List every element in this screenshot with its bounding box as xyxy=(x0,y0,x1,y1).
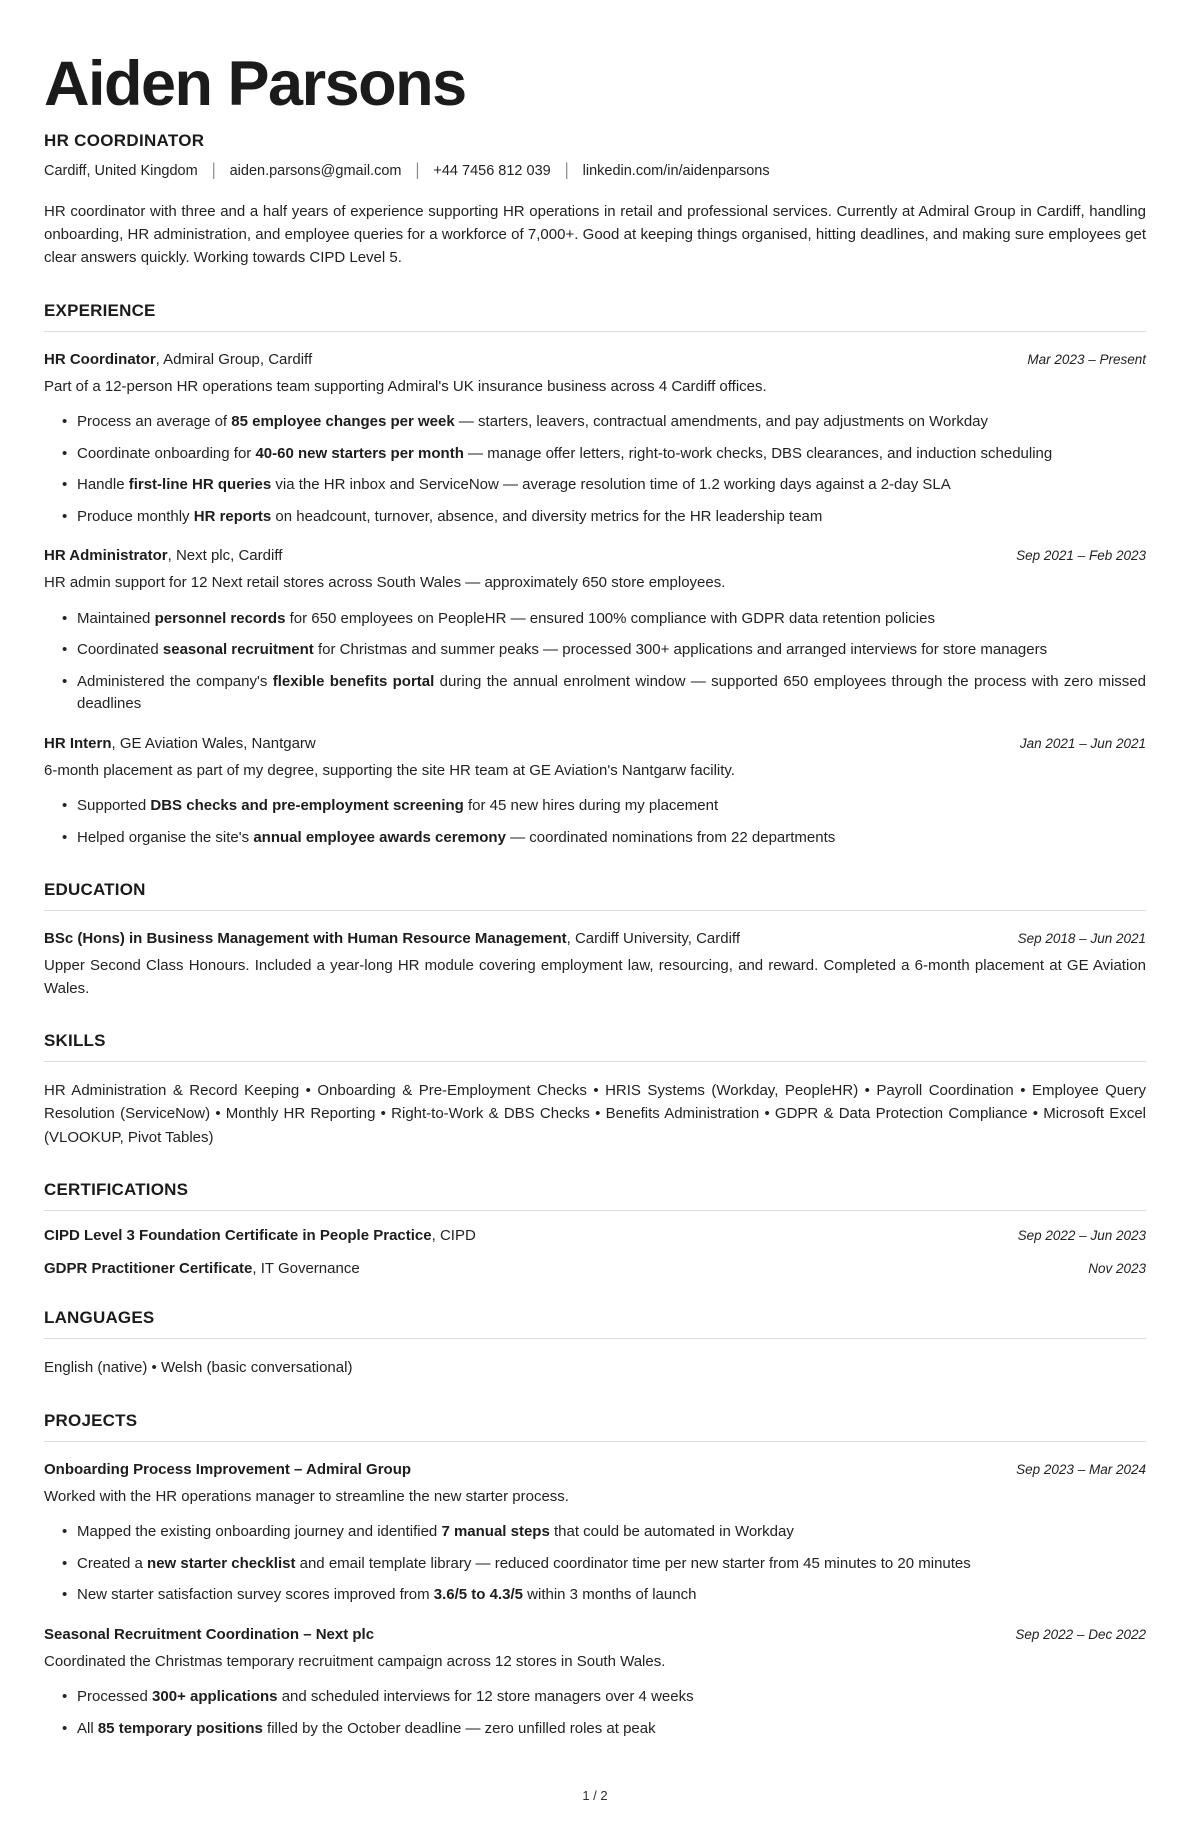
bullet-item: • Produce monthly HR reports on headcount, turnover, absence, and diversity metrics for the HR leadership team xyxy=(62,506,1146,529)
entry-header xyxy=(44,547,1146,564)
bullet-item: • All 85 temporary positions filled by the October deadline — zero unfilled roles at peak xyxy=(62,1718,1146,1741)
certification-entry xyxy=(44,1260,1146,1277)
entry-header xyxy=(44,1461,1146,1478)
section-certifications xyxy=(44,1180,1146,1277)
page-indicator: 1 / 2 xyxy=(582,1788,608,1804)
section-projects xyxy=(44,1411,1146,1741)
bullet-item: • Coordinate onboarding for 40-60 new starters per month — manage offer letters, right-to-work checks, DBS clearances, and induction scheduling xyxy=(62,443,1146,466)
project-title: Seasonal Recruitment Coordination – Next plc xyxy=(44,1625,375,1643)
languages-heading: LANGUAGES xyxy=(44,1308,1146,1339)
job-description: HR admin support for 12 Next retail stores across South Wales — approximately 650 store employees. xyxy=(44,574,726,592)
experience-entry xyxy=(44,351,1146,529)
degree-description: Upper Second Class Honours. Included a year-long HR module covering employment law, resourcing, and reward. Completed a 6-month placement at GE Aviation Wales. xyxy=(44,957,1146,997)
separator-bar: | xyxy=(564,160,569,181)
contact-email: aiden.parsons@gmail.com xyxy=(229,162,402,179)
job-description: 6-month placement as part of my degree, supporting the site HR team at GE Aviation's Nantgarw facility. xyxy=(44,761,735,779)
job-dates: Mar 2023 – Present xyxy=(1027,351,1146,367)
project-bullet-list xyxy=(44,1521,1146,1607)
job-dates: Jan 2021 – Jun 2021 xyxy=(1019,735,1146,751)
entry-header xyxy=(44,930,1146,947)
experience-heading: EXPERIENCE xyxy=(44,301,1146,332)
job-title: HR Coordinator, Admiral Group, Cardiff xyxy=(44,350,313,368)
job-bullet-list xyxy=(44,411,1146,528)
experience-entry xyxy=(44,735,1146,850)
bullet-item: • Coordinated seasonal recruitment for Christmas and summer peaks — processed 300+ applications and arranged interviews for store managers xyxy=(62,639,1146,662)
contact-line xyxy=(44,162,1146,179)
project-description: Worked with the HR operations manager to streamline the new starter process. xyxy=(44,1487,569,1505)
skills-heading: SKILLS xyxy=(44,1031,1146,1062)
projects-heading: PROJECTS xyxy=(44,1411,1146,1442)
education-heading: EDUCATION xyxy=(44,880,1146,911)
certification-title: CIPD Level 3 Foundation Certificate in People Practice, CIPD xyxy=(44,1227,476,1245)
certification-dates: Nov 2023 xyxy=(1088,1261,1146,1277)
certification-title: GDPR Practitioner Certificate, IT Governance xyxy=(44,1260,360,1278)
project-bullet-list xyxy=(44,1686,1146,1740)
project-dates: Sep 2023 – Mar 2024 xyxy=(1016,1461,1146,1477)
job-role-title: HR COORDINATOR xyxy=(44,131,205,151)
job-bullet-list xyxy=(44,608,1146,716)
job-description: Part of a 12-person HR operations team supporting Admiral's UK insurance business across 4 Cardiff offices. xyxy=(44,377,767,395)
education-entry xyxy=(44,930,1146,1000)
skills-list: HR Administration & Record Keeping • Onboarding & Pre-Employment Checks • HRIS Systems (Workday, PeopleHR) • Payroll Coordination • Employee Query Resolution (ServiceNow) • Monthly HR Reporting • Right-to-Work & DBS Checks • Benefits Administration • GDPR & Data Protection Compliance • Microsoft Excel (VLOOKUP, Pivot Tables) xyxy=(44,1082,1146,1146)
bullet-item: • Processed 300+ applications and scheduled interviews for 12 store managers over 4 weeks xyxy=(62,1686,1146,1709)
project-dates: Sep 2022 – Dec 2022 xyxy=(1015,1626,1146,1642)
experience-entry xyxy=(44,547,1146,716)
degree-title: BSc (Hons) in Business Management with Human Resource Management, Cardiff University, Cardiff xyxy=(44,930,740,948)
separator-bar: | xyxy=(415,160,420,181)
certification-entry xyxy=(44,1227,1146,1244)
certification-dates: Sep 2022 – Jun 2023 xyxy=(1017,1228,1146,1244)
entry-header xyxy=(44,351,1146,368)
professional-summary: HR coordinator with three and a half years of experience supporting HR operations in retail and professional services. Currently at Admiral Group in Cardiff, handling onboarding, HR administration, and employee queries for a workforce of 7,000+. Good at keeping things organised, hitting deadlines, and making sure employees get clear answers quickly. Working towards CIPD Level 5. xyxy=(44,203,1146,267)
contact-linkedin: linkedin.com/in/aidenparsons xyxy=(582,162,770,179)
project-title: Onboarding Process Improvement – Admiral Group xyxy=(44,1460,412,1478)
resume-header xyxy=(44,49,1146,270)
bullet-item: • Supported DBS checks and pre-employment screening for 45 new hires during my placement xyxy=(62,795,1146,818)
job-bullet-list xyxy=(44,795,1146,849)
person-name: Aiden Parsons xyxy=(44,49,466,119)
bullet-item: • Maintained personnel records for 650 employees on PeopleHR — ensured 100% compliance with GDPR data retention policies xyxy=(62,608,1146,631)
section-experience xyxy=(44,301,1146,850)
job-title: HR Intern, GE Aviation Wales, Nantgarw xyxy=(44,734,316,752)
section-skills xyxy=(44,1031,1146,1149)
entry-header xyxy=(44,1227,1146,1244)
job-dates: Sep 2021 – Feb 2023 xyxy=(1016,548,1146,564)
bullet-item: • Created a new starter checklist and email template library — reduced coordinator time per new starter from 45 minutes to 20 minutes xyxy=(62,1553,1146,1576)
section-languages xyxy=(44,1308,1146,1379)
entry-header xyxy=(44,1626,1146,1643)
bullet-item: • Handle first-line HR queries via the HR inbox and ServiceNow — average resolution time of 1.2 working days against a 2-day SLA xyxy=(62,474,1146,497)
certifications-heading: CERTIFICATIONS xyxy=(44,1180,1146,1211)
entry-header xyxy=(44,735,1146,752)
bullet-item: • Helped organise the site's annual employee awards ceremony — coordinated nominations from 22 departments xyxy=(62,827,1146,850)
degree-dates: Sep 2018 – Jun 2021 xyxy=(1017,931,1146,947)
bullet-item: • Mapped the existing onboarding journey and identified 7 manual steps that could be automated in Workday xyxy=(62,1521,1146,1544)
bullet-item: • Process an average of 85 employee changes per week — starters, leavers, contractual amendments, and pay adjustments on Workday xyxy=(62,411,1146,434)
job-title: HR Administrator, Next plc, Cardiff xyxy=(44,547,283,565)
separator-bar: | xyxy=(211,160,216,181)
bullet-item: • Administered the company's flexible benefits portal during the annual enrolment window — supported 650 employees through the process with zero missed deadlines xyxy=(62,671,1146,716)
project-description: Coordinated the Christmas temporary recruitment campaign across 12 stores in South Wales. xyxy=(44,1652,666,1670)
contact-location: Cardiff, United Kingdom xyxy=(44,162,198,179)
section-education xyxy=(44,880,1146,1000)
bullet-item: • New starter satisfaction survey scores improved from 3.6/5 to 4.3/5 within 3 months of launch xyxy=(62,1584,1146,1607)
contact-phone: +44 7456 812 039 xyxy=(433,162,551,179)
project-entry xyxy=(44,1461,1146,1607)
languages-list: English (native) • Welsh (basic conversational) xyxy=(44,1359,353,1377)
entry-header xyxy=(44,1260,1146,1277)
